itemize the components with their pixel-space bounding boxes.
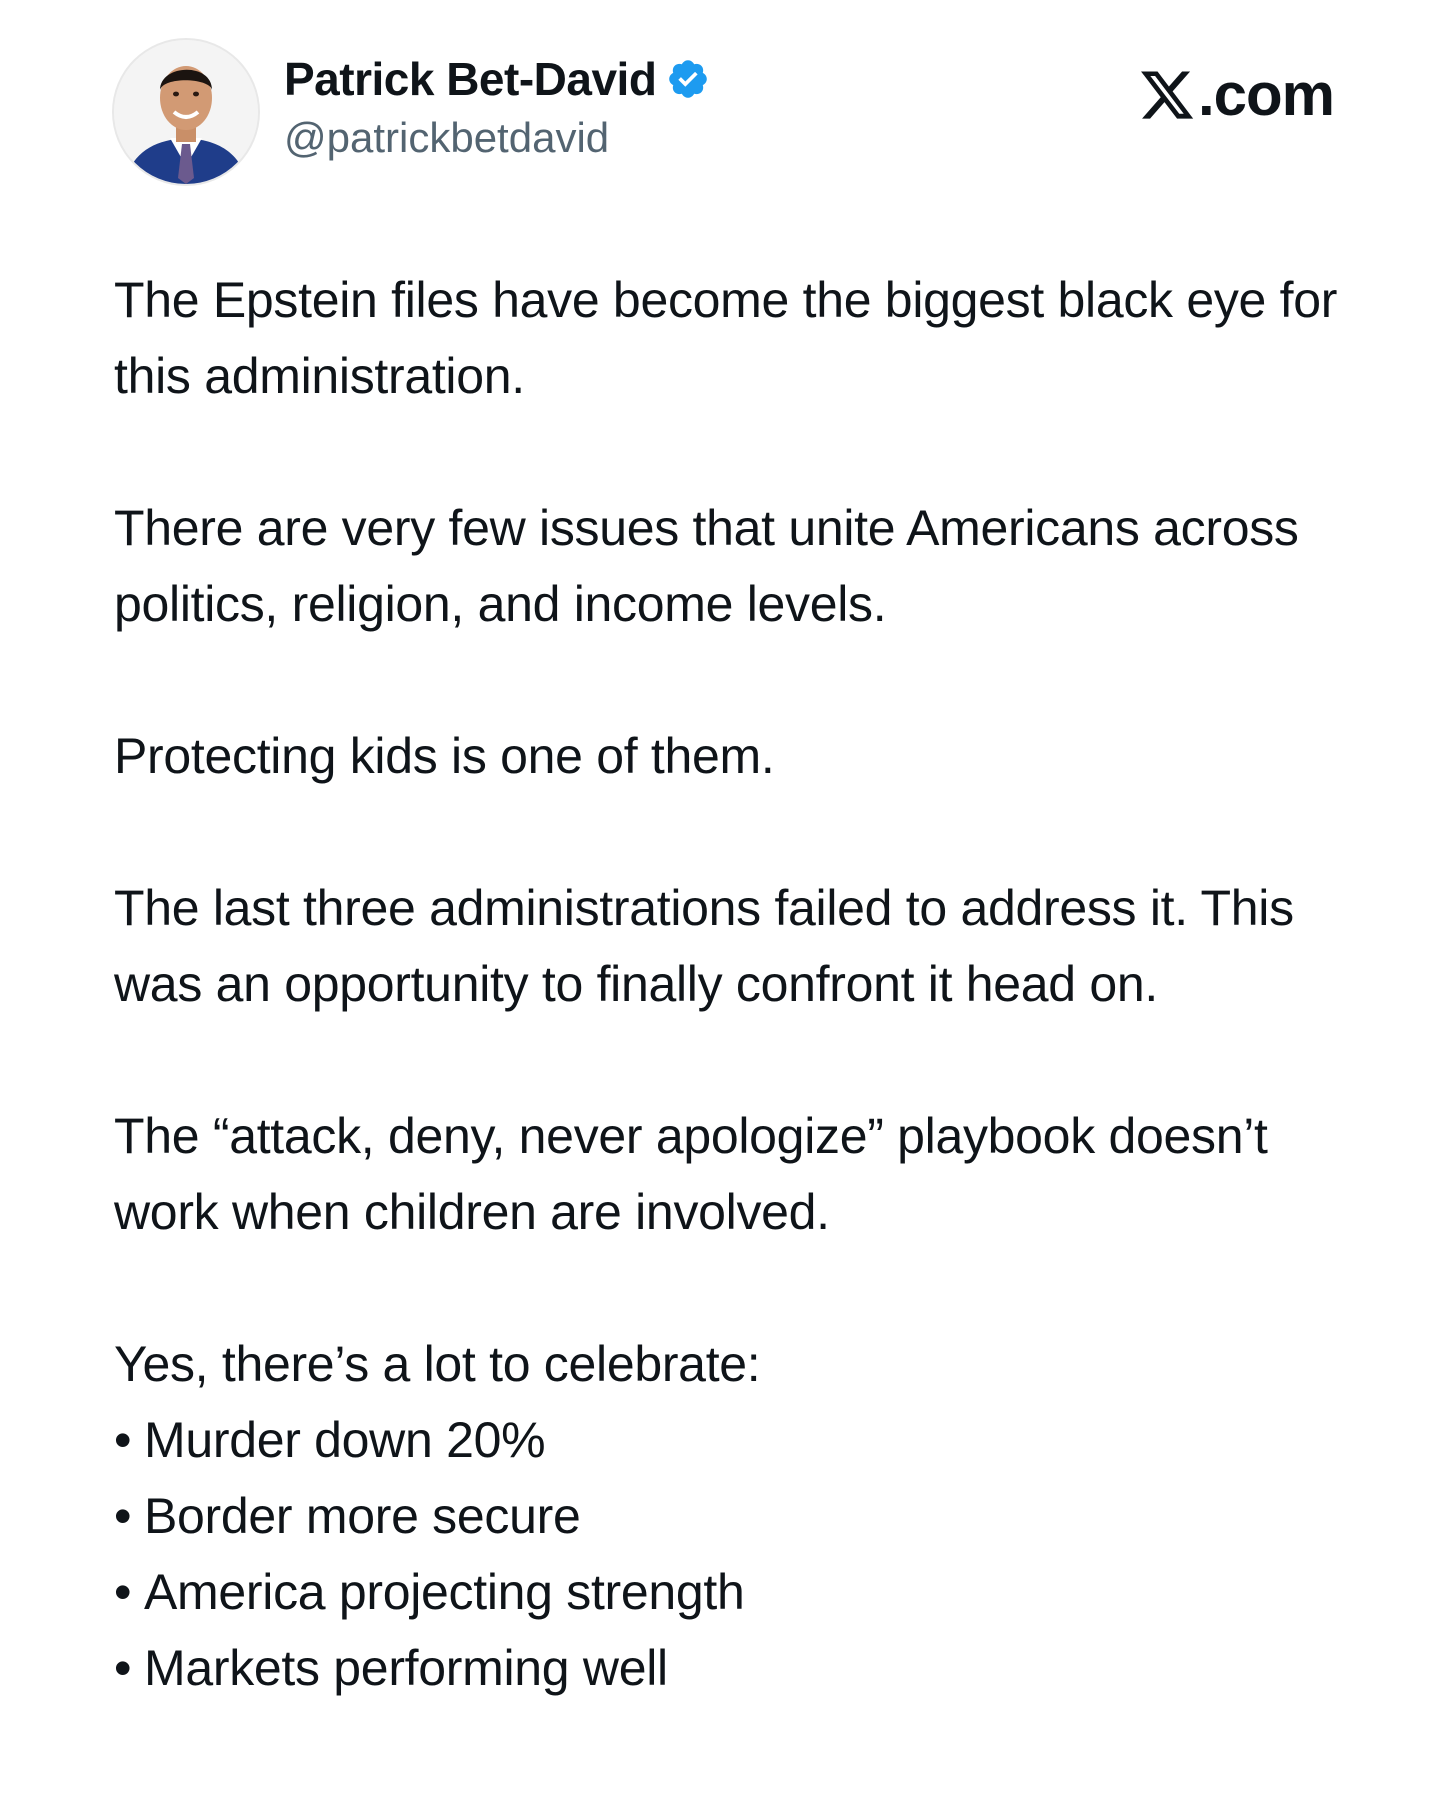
list-item-text: Border more secure — [144, 1488, 581, 1544]
bullet-icon: • — [114, 1564, 132, 1620]
x-logo-icon — [1138, 66, 1196, 124]
bullet-icon: • — [114, 1412, 132, 1468]
list-item — [114, 1554, 1344, 1630]
tweet-paragraph: The last three administrations failed to address it. This was an opportunity to finally confront it head on. — [114, 880, 1294, 1012]
avatar-image — [114, 40, 258, 184]
avatar[interactable] — [114, 40, 258, 184]
tweet-header — [114, 40, 1334, 190]
list-item — [114, 1630, 1344, 1706]
tweet-body — [114, 262, 1344, 1706]
tweet-paragraph: Protecting kids is one of them. — [114, 728, 775, 784]
tweet-paragraph: There are very few issues that unite Americans across politics, religion, and income levels. — [114, 500, 1299, 632]
bullet-icon: • — [114, 1488, 132, 1544]
author-handle[interactable]: @patrickbetdavid — [284, 114, 610, 161]
tweet-paragraph: The Epstein files have become the biggest black eye for this administration. — [114, 272, 1338, 404]
celebration-list — [114, 1402, 1344, 1706]
list-item — [114, 1478, 1344, 1554]
author-name-row — [284, 50, 710, 108]
list-item — [114, 1402, 1344, 1478]
tweet-paragraph: The “attack, deny, never apologize” playbook doesn’t work when children are involved. — [114, 1108, 1268, 1240]
list-item-text: Markets performing well — [144, 1640, 668, 1696]
list-item-text: America projecting strength — [144, 1564, 745, 1620]
brand-mark — [1138, 60, 1334, 130]
author-name[interactable]: Patrick Bet-David — [284, 53, 657, 105]
bullet-icon: • — [114, 1640, 132, 1696]
list-intro: Yes, there’s a lot to celebrate: — [114, 1336, 761, 1392]
author-identity — [284, 50, 710, 166]
brand-domain: .com — [1197, 61, 1334, 128]
list-item-text: Murder down 20% — [144, 1412, 546, 1468]
verified-badge-icon — [666, 57, 710, 101]
